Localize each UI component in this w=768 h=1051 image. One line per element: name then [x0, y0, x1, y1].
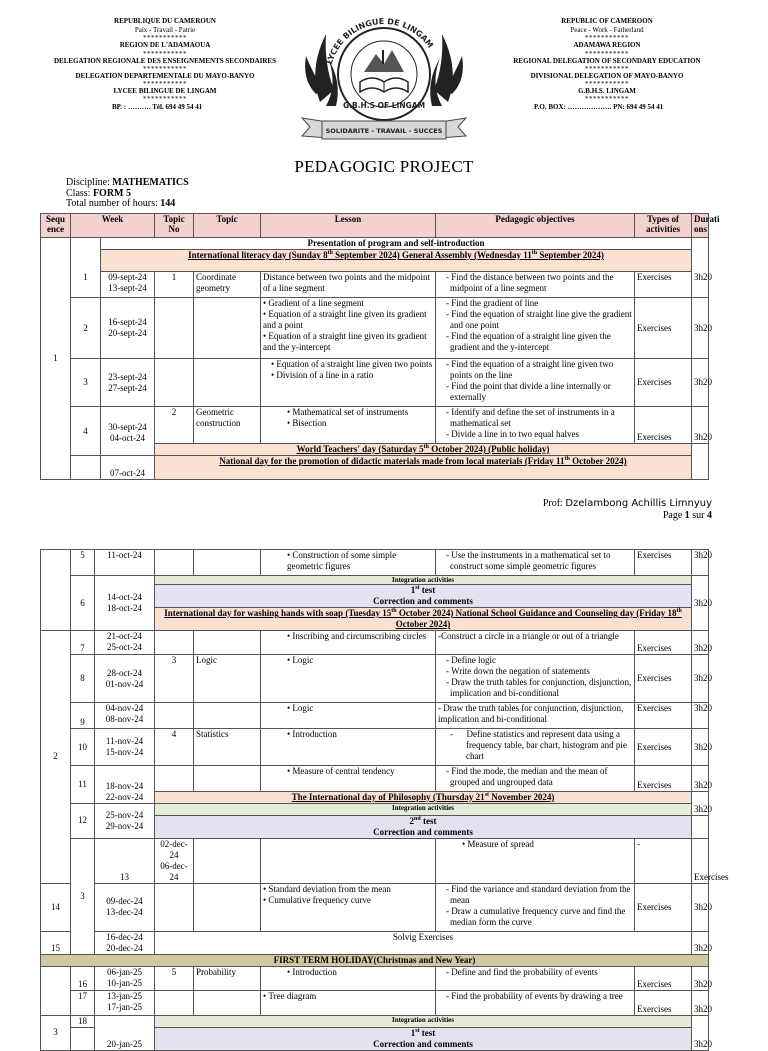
col-header-lesson: Lesson [261, 214, 436, 238]
week-dates: 13-jan-25 17-jan-25 [95, 990, 155, 1015]
lesson-item: • Division of a line in a ratio [263, 370, 433, 381]
test-row [155, 585, 692, 608]
lesson-cell: Distance between two points and the midpoint of a line segment [261, 272, 436, 298]
week-number: 16 [71, 966, 95, 990]
duration-cell: 3h20 [692, 407, 709, 444]
table-row [41, 444, 709, 456]
week-dates: 07-oct-24 [101, 456, 155, 480]
objective-item: - Find the variance and standard deviation from the mean [446, 883, 631, 905]
activity-cell: Exercises [635, 703, 692, 729]
duration-cell: 3h20 [692, 766, 709, 792]
correction-label: Correction and comments [373, 596, 473, 606]
hours-label: Total number of hours: [66, 198, 158, 209]
week-dates: 28-oct-24 01-nov-24 [95, 655, 155, 703]
objective-cell: - Draw the truth tables for conjunction, disjunction, implication and bi-conditional [436, 703, 635, 729]
lesson-item: • Inscribing and circumscribing circles [263, 631, 433, 642]
spacer-cell [692, 792, 709, 804]
sequence-cell [41, 550, 71, 631]
table-row [41, 729, 709, 766]
week-number: 14 [41, 883, 71, 931]
test-label: 1st test [410, 585, 436, 595]
header-left-stars: *********** [143, 80, 187, 89]
integration-row: Integration activities [155, 1015, 692, 1027]
prof-label: Prof: [542, 498, 563, 509]
hours-value: 144 [160, 198, 176, 209]
header-left-country: REPUBLIQUE DU CAMEROUN [114, 17, 216, 25]
header-right-stars: *********** [585, 80, 629, 89]
activity-cell: Exercises [692, 838, 709, 883]
class-value: FORM 5 [92, 187, 131, 199]
objective-cell: - Find the distance between two points and the midpoint of a line segment [436, 272, 635, 298]
sequence-cell: 1 [41, 238, 71, 480]
topic-number: 2 [155, 407, 194, 444]
duration-cell: 3h20 [692, 729, 709, 766]
event-teachers-day: World Teachers' day (Saturday 5th October 2024) (Public holiday) [155, 444, 692, 456]
week-dates: 20-jan-25 [95, 1015, 155, 1050]
lesson-item: • Logic [263, 655, 433, 666]
activity-cell: Exercises [635, 272, 692, 298]
activity-cell: Exercises [635, 883, 692, 931]
objective-cell: -Construct a circle in a triangle or out of a triangle [436, 631, 635, 655]
header-left-delegation-departmental: DELEGATION DEPARTEMENTALE DU MAYO-BANYO [75, 71, 255, 80]
week-dates: 02-dec-24 06-dec-24 [155, 838, 194, 883]
duration-cell: 3h20 [692, 631, 709, 655]
lesson-item: • Introduction [263, 729, 433, 740]
week-dates: 09-sept-24 13-sept-24 [101, 272, 155, 298]
duration-cell: 3h20 [692, 655, 709, 703]
lesson-item: • Measure of central tendency [263, 766, 433, 777]
header-left-stars: *********** [143, 34, 187, 43]
solving-exercises-row: Solvig Exercises [155, 931, 692, 954]
topic-number [155, 990, 194, 1015]
header-left-region: REGION DE L'ADAMAOUA [119, 41, 211, 50]
week-dates: 11-nov-24 15-nov-24 [95, 729, 155, 766]
week-dates: 30-sept-24 04-oct-24 [101, 407, 155, 444]
objective-item: - Write down the negation of statements [446, 666, 590, 676]
week-dates: 16-sept-24 20-sept-24 [101, 298, 155, 359]
sequence-cell [41, 966, 71, 1015]
lesson-cell [261, 703, 436, 729]
pedagogic-table-2 [40, 549, 729, 1051]
topic-number: 1 [155, 272, 194, 298]
col-header-topic: Topic [194, 214, 261, 238]
header-left-motto: Paix - Travail - Patrie [134, 26, 196, 35]
lesson-item: • Cumulative frequency curve [263, 895, 433, 906]
header-left-stars: *********** [143, 49, 187, 58]
spacer-cell [692, 456, 709, 480]
objective-cell [436, 655, 635, 703]
table-row [41, 966, 709, 990]
activity-cell: Exercises [635, 631, 692, 655]
spacer-cell [71, 238, 101, 272]
col-header-objectives: Pedagogic objectives [436, 214, 635, 238]
objective-item: - Define logic [446, 655, 496, 665]
activity-cell: Exercises [635, 298, 692, 359]
lesson-item: • Logic [263, 703, 433, 714]
lesson-cell [261, 990, 436, 1015]
integration-row: Integration activities [155, 804, 692, 816]
objective-cell: - Find the mode, the median and the mean of grouped and ungrouped data [436, 766, 635, 792]
integration-row: Integration activities [155, 576, 692, 585]
spacer-cell [101, 444, 155, 456]
col-header-week: Week [71, 214, 155, 238]
page-total: 4 [707, 510, 712, 521]
topic-name [194, 298, 261, 359]
table-row [41, 298, 709, 359]
header-right-school: G.B.H.S. LINGAM [578, 87, 636, 96]
header-left-school: LYCEE BILINGUE DE LINGAM [113, 87, 217, 96]
topic-name: Logic [194, 655, 261, 703]
lesson-cell [261, 966, 436, 990]
week-dates: 06-jan-25 10-jan-25 [95, 966, 155, 990]
spacer-cell [692, 444, 709, 456]
discipline-label: Discipline: [66, 177, 110, 188]
topic-name [194, 703, 261, 729]
lesson-item: • Construction of some simple geometric figures [263, 550, 433, 572]
objective-item: - Draw a cumulative frequency curve and find the median form the curve [446, 905, 626, 927]
header-right-stars: *********** [585, 64, 629, 73]
topic-number: 5 [155, 966, 194, 990]
page-title: PEDAGOGIC PROJECT [294, 157, 474, 176]
col-header-topic-no: Topic No [155, 214, 194, 238]
table-row [41, 804, 709, 816]
activity-cell: Exercises [635, 729, 692, 766]
logo-base-text: G.B.H.S OF LINGAM [342, 101, 426, 110]
topic-name: Coordinate geometry [194, 272, 261, 298]
week-number: 18 [71, 1015, 95, 1027]
objective-cell: - Find the probability of events by drawing a tree [436, 990, 635, 1015]
prof-name: Dzelambong Achillis Limnyuy [565, 498, 712, 509]
week-number: 17 [71, 990, 95, 1015]
page-footer [543, 498, 712, 522]
header-left-stars: *********** [143, 95, 187, 104]
week-dates: 18-nov-24 22-nov-24 [95, 766, 155, 804]
duration-cell: 3h20 [692, 883, 709, 931]
lesson-item: • Equation of a straight line given its gradient and a point [263, 309, 433, 331]
lesson-item: • Standard deviation from the mean [263, 884, 433, 895]
topic-name [194, 883, 261, 931]
topic-number [155, 359, 194, 407]
event-row: International day for washing hands with soap (Tuesday 15th October 2024) National School Guidance and Counseling day (Friday 18th October 2024) [155, 608, 692, 631]
table-row [41, 766, 709, 792]
objective-item: - Find the equation of a straight line given two points on the line [446, 359, 614, 380]
lesson-item: • Bisection [263, 418, 433, 429]
header-right-stars: *********** [585, 49, 629, 58]
logo-arc-text: LYCEE BILINGUE DE LINGAM [324, 16, 435, 66]
table-row [41, 250, 709, 272]
lesson-item: • Introduction [263, 967, 433, 978]
spacer-cell [71, 456, 101, 480]
col-header-activities: Types of activities [635, 214, 692, 238]
lesson-cell [261, 729, 436, 766]
header-right-stars: *********** [585, 34, 629, 43]
objective-cell [436, 883, 635, 931]
topic-name [194, 766, 261, 792]
topic-number [194, 838, 261, 883]
objective-item: - Find the equation of a straight line given the gradient and the y-intercept [446, 331, 611, 352]
topic-name: Statistics [194, 729, 261, 766]
objective-cell: - Define statistics and represent data using a frequency table, bar chart, histogram and pie chart [436, 729, 635, 766]
page-label: Page [662, 510, 683, 521]
week-dates: 14-oct-24 18-oct-24 [95, 576, 155, 631]
duration-cell: 3h20 [692, 359, 709, 407]
objective-item: - Find the point that divide a line internally or externally [446, 381, 611, 402]
week-number: 8 [71, 655, 95, 703]
week-dates: 11-oct-24 [95, 550, 155, 576]
duration-cell: 3h20 [692, 1015, 709, 1050]
table-row [41, 407, 709, 444]
lesson-cell [261, 359, 436, 407]
topic-name [194, 990, 261, 1015]
duration-cell: 3h20 [692, 804, 709, 816]
header-right-motto: Peace - Work - Fatherland [570, 26, 644, 35]
duration-cell: 3h20 [692, 272, 709, 298]
page-sep: sur [692, 510, 705, 521]
header-right-region: ADAMAWA REGION [573, 41, 641, 50]
topic-number [155, 766, 194, 792]
week-dates: 16-dec-24 20-dec-24 [95, 931, 155, 954]
duration-cell: 3h20 [692, 550, 709, 576]
objective-item: - Divide a line in to two equal halves [446, 429, 579, 439]
lesson-item: • Gradient of a line segment [263, 298, 433, 309]
table-row [41, 838, 709, 883]
spacer-cell [71, 1027, 95, 1050]
topic-number [155, 298, 194, 359]
test-label: 1st test [410, 1027, 436, 1038]
correction-label: Correction and comments [373, 1038, 473, 1049]
topic-number [155, 550, 194, 576]
header-left-contact: BP. : ………. Tél. 694 49 54 41 [112, 103, 203, 112]
table-row [41, 883, 709, 931]
week-number: 9 [71, 703, 95, 729]
week-number: 1 [71, 272, 101, 298]
activity-cell: Exercises [635, 407, 692, 444]
spacer-cell [692, 815, 709, 838]
topic-name: Geometric construction [194, 407, 261, 444]
page-number: 1 [684, 510, 690, 521]
header-right-delegation-divisional: DIVISIONAL DELEGATION OF MAYO-BANYO [530, 71, 684, 80]
col-header-sequence: Sequ ence [41, 214, 71, 238]
activity-cell: Exercises [635, 966, 692, 990]
activity-cell: Exercises [635, 766, 692, 792]
week-number: 4 [71, 407, 101, 456]
pedagogic-table-1 [40, 213, 720, 480]
week-number: 12 [71, 804, 95, 839]
topic-name [194, 359, 261, 407]
objective-cell: - [635, 838, 692, 883]
event-philosophy: The International day of Philosophy (Thursday 21st November 2024) [155, 792, 692, 804]
duration-cell: 3h20 [692, 931, 709, 954]
table-row [41, 456, 709, 480]
objective-cell [436, 359, 635, 407]
table-row [41, 359, 709, 407]
header-right-country: REPUBLIC OF CAMEROON [561, 17, 653, 25]
duration-cell: 3h20 [692, 990, 709, 1015]
table-row [41, 655, 709, 703]
table-header-row [41, 214, 709, 238]
table-row [41, 238, 709, 250]
sequence-cell: 3 [71, 838, 95, 954]
week-number: 10 [71, 729, 95, 766]
event-row: International literacy day (Sunday 8th September 2024) General Assembly (Wednesday 11th September 2024) [101, 250, 692, 272]
week-number: 3 [71, 359, 101, 407]
week-number: 15 [41, 931, 71, 954]
sequence-cell: 2 [41, 631, 71, 884]
week-dates: 04-nov-24 08-nov-24 [95, 703, 155, 729]
lesson-cell [261, 550, 436, 576]
activity-cell: Exercises [635, 359, 692, 407]
header-left-delegation-regional: DELEGATION REGIONALE DES ENSEIGNEMENTS SECONDAIRES [54, 56, 276, 65]
duration-cell: 3h20 [692, 298, 709, 359]
duration-cell: 3h20 [692, 703, 709, 729]
table-row [41, 576, 709, 585]
objective-cell: - Define and find the probability of events [436, 966, 635, 990]
week-dates: 21-oct-24 25-oct-24 [95, 631, 155, 655]
lesson-cell [261, 655, 436, 703]
sequence-cell: 3 [41, 1015, 71, 1050]
logo-ribbon-text: SOLIDARITE - TRAVAIL - SUCCES [325, 127, 443, 135]
lesson-item: • Equation of a straight line given its gradient and the y-intercept [263, 331, 433, 353]
week-dates: 25-nov-24 29-nov-24 [95, 804, 155, 839]
activity-cell: Exercises [635, 990, 692, 1015]
lesson-cell [436, 838, 635, 883]
objective-cell [436, 407, 635, 444]
holiday-row: FIRST TERM HOLIDAY(Christmas and New Year) [41, 954, 709, 966]
week-dates: 23-sept-24 27-sept-24 [101, 359, 155, 407]
lesson-cell [261, 631, 436, 655]
lesson-cell [261, 766, 436, 792]
objective-item: - Find the gradient of line [446, 298, 539, 308]
event-row: National day for the promotion of didactic materials made from local materials (Friday 11th October 2024) [155, 456, 692, 480]
activity-cell: Exercises [635, 655, 692, 703]
table-row [41, 550, 709, 576]
topic-number [155, 703, 194, 729]
week-number: 13 [95, 838, 155, 883]
topic-number: 3 [155, 655, 194, 703]
header-right-contact: P.O. BOX: ………………. PN: 694 49 54 41 [534, 103, 664, 112]
lesson-item: • Mathematical set of instruments [263, 407, 433, 418]
lesson-item: • Measure of spread [438, 839, 632, 850]
table-row [41, 703, 709, 729]
objective-item: - Identify and define the set of instruments in a mathematical set [446, 407, 615, 428]
topic-name [261, 838, 436, 883]
test-label: 2nd test [409, 815, 437, 826]
test-row [155, 1027, 692, 1050]
table-row [41, 931, 709, 954]
duration-cell: 3h20 [692, 576, 709, 631]
lesson-item: • Equation of a straight line given two points [263, 359, 433, 370]
lesson-cell [261, 407, 436, 444]
event-row: Presentation of program and self-introduction [101, 238, 692, 250]
topic-number [155, 883, 194, 931]
week-dates: 09-dec-24 13-dec-24 [95, 883, 155, 931]
week-number: 11 [71, 766, 95, 804]
header-left-stars: *********** [143, 64, 187, 73]
week-number: 5 [71, 550, 95, 576]
test-row [155, 815, 692, 838]
table-row [41, 272, 709, 298]
objective-item: - Draw the truth tables for conjunction, disjunction, implication and bi-conditional [446, 677, 632, 698]
col-header-durations: Durati ons [692, 214, 709, 238]
lesson-item: • Tree diagram [263, 991, 433, 1002]
objective-cell: - Use the instruments in a mathematical set to construct some simple geometric figures [436, 550, 635, 576]
objective-item: - Find the equation of straight line give the gradient and one point [446, 309, 632, 330]
table-row [41, 990, 709, 1015]
week-number: 2 [71, 298, 101, 359]
header-right-stars: *********** [585, 95, 629, 104]
topic-number [155, 631, 194, 655]
header-right-delegation-regional: REGIONAL DELEGATION OF SECONDARY EDUCATION [513, 56, 701, 65]
class-label: Class: [66, 187, 91, 199]
topic-name [194, 550, 261, 576]
table-row [41, 631, 709, 655]
objective-cell [436, 298, 635, 359]
spacer-cell [692, 238, 709, 272]
correction-label: Correction and comments [373, 826, 473, 837]
activity-cell: Exercises [635, 550, 692, 576]
topic-number: 4 [155, 729, 194, 766]
topic-name [194, 631, 261, 655]
duration-cell: 3h20 [692, 966, 709, 990]
lesson-cell [261, 883, 436, 931]
discipline-value: MATHEMATICS [112, 177, 189, 188]
week-number: 6 [71, 576, 95, 631]
table-row [41, 1015, 709, 1027]
table-row [41, 954, 709, 966]
week-number: 7 [71, 631, 95, 655]
topic-name: Probability [194, 966, 261, 990]
lesson-cell [261, 298, 436, 359]
